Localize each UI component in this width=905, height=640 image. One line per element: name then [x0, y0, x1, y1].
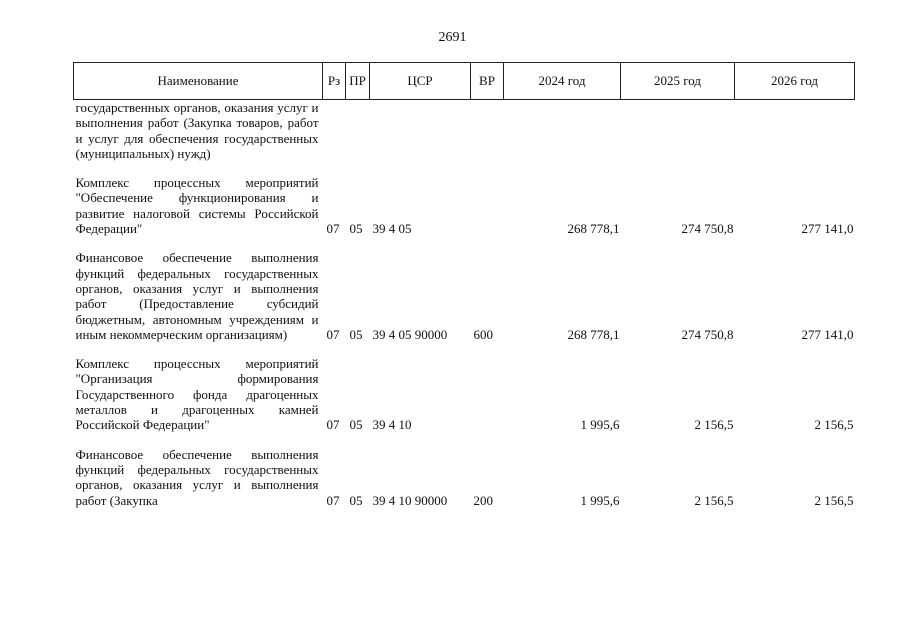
page-number: 2691 [438, 30, 467, 45]
table-header [74, 63, 855, 100]
row-csr: 39 4 05 [372, 221, 412, 237]
row-vr: 200 [473, 492, 493, 508]
budget-table [73, 62, 855, 508]
row-pr [346, 100, 370, 162]
row-2025: 274 750,8 [681, 221, 734, 237]
row-rz: 07 [326, 221, 340, 237]
row-2026: 277 141,0 [801, 221, 854, 237]
row-csr: 39 4 05 90000 [372, 326, 448, 342]
row-name: Комплекс процессных мероприятий "Обеспечение функционирования и развитие налоговой системы Российской Федерации" [75, 175, 319, 237]
row-2026 [735, 100, 855, 162]
row-csr [370, 100, 471, 162]
header-csr: ЦСР [370, 63, 471, 100]
row-name: Финансовое обеспечение выполнения функций федеральных государственных органов, оказания услуг и выполнения работ (Закупка [75, 446, 319, 508]
row-2024: 1 995,6 [580, 417, 620, 433]
header-rz: Рз [323, 63, 346, 100]
row-2024: 268 778,1 [567, 221, 620, 237]
row-pr: 05 [349, 492, 363, 508]
row-pr: 05 [349, 326, 363, 342]
header-vr: ВР [471, 63, 504, 100]
table-row [74, 342, 855, 432]
table-row [74, 100, 855, 162]
row-2024: 268 778,1 [567, 326, 620, 342]
row-rz: 07 [326, 326, 340, 342]
row-rz: 07 [326, 492, 340, 508]
row-vr [471, 100, 504, 162]
row-csr: 39 4 10 90000 [372, 492, 448, 508]
row-2026: 2 156,5 [814, 417, 854, 433]
row-vr [471, 161, 504, 236]
row-2025 [621, 100, 735, 162]
header-name: Наименование [74, 63, 323, 100]
row-vr [471, 342, 504, 432]
header-2026: 2026 год [735, 63, 855, 100]
row-2026: 277 141,0 [801, 326, 854, 342]
row-name: государственных органов, оказания услуг и выполнения работ (Закупка товаров, работ и услуг для обеспечения государственных (муниципальных) нужд) [75, 100, 319, 161]
table-body [74, 100, 855, 508]
row-rz: 07 [326, 417, 340, 433]
row-csr: 39 4 10 [372, 417, 412, 433]
row-name: Финансовое обеспечение выполнения функций федеральных государственных органов, оказания услуг и выполнения работ (Предоставление субсидий бюджетным, автономным учреждениям и иным некоммерческим организациям) [75, 250, 319, 342]
row-2024: 1 995,6 [580, 492, 620, 508]
header-pr: ПР [346, 63, 370, 100]
table-row [74, 161, 855, 236]
header-2025: 2025 год [621, 63, 735, 100]
row-pr: 05 [349, 221, 363, 237]
row-2025: 2 156,5 [694, 417, 734, 433]
table-row [74, 433, 855, 508]
row-2024 [504, 100, 621, 162]
row-2025: 2 156,5 [694, 492, 734, 508]
row-rz [323, 100, 346, 162]
row-2025: 274 750,8 [681, 326, 734, 342]
row-vr: 600 [473, 326, 493, 342]
row-pr: 05 [349, 417, 363, 433]
table-row [74, 236, 855, 342]
header-2024: 2024 год [504, 63, 621, 100]
row-name: Комплекс процессных мероприятий "Организация формирования Государственного фонда драгоценных металлов и драгоценных камней Российской Федерации" [75, 356, 319, 433]
row-2026: 2 156,5 [814, 492, 854, 508]
